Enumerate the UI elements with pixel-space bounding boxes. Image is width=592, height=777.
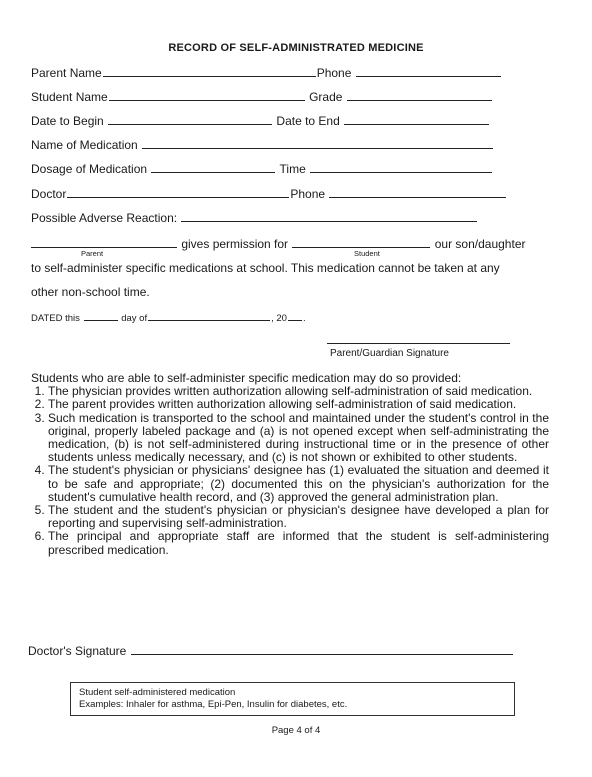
adverse-reaction-field[interactable]	[181, 210, 477, 222]
dosage-field[interactable]	[151, 161, 275, 173]
condition-item: 1. The physician provides written authorization allowing self-administration of said medication.	[48, 385, 549, 398]
permission-line-2: to self-administer specific medications at school. This medication cannot be taken at any	[31, 261, 500, 275]
row-permission	[31, 236, 525, 251]
row-doctor-signature	[28, 643, 514, 658]
doctor-phone-label: Phone	[290, 187, 326, 201]
examples-box-title: Student self-administered medication	[79, 687, 236, 698]
row-dosage-time	[31, 161, 493, 176]
examples-box-text: Examples: Inhaler for asthma, Epi-Pen, Insulin for diabetes, etc.	[79, 699, 348, 710]
row-parent-phone	[31, 65, 502, 80]
condition-item: 6. The principal and appropriate staff are informed that the student is self-administering prescribed medication.	[48, 530, 549, 556]
student-name-label: Student Name	[31, 90, 108, 104]
row-student-grade	[31, 89, 493, 104]
doctor-phone-field[interactable]	[329, 186, 506, 198]
condition-item: 2. The parent provides written authorization allowing self-administration of said medication.	[48, 398, 549, 411]
grade-label: Grade	[309, 90, 343, 104]
form-title: RECORD OF SELF-ADMINISTRATED MEDICINE	[168, 42, 424, 54]
date-begin-field[interactable]	[108, 113, 272, 125]
row-medication-name	[31, 137, 494, 152]
dated-month-field[interactable]	[148, 311, 270, 321]
row-doctor-phone	[31, 186, 507, 201]
parent-name-label: Parent Name	[31, 66, 102, 80]
date-end-label: Date to End	[276, 114, 340, 128]
row-dates	[31, 113, 490, 128]
permission-line-3: other non-school time.	[31, 285, 150, 299]
conditions-list	[31, 385, 549, 557]
time-label: Time	[279, 162, 306, 176]
condition-item: 4. The student's physician or physicians' designee has (1) evaluated the situation and deemed it to be safe and appropriate; (2) documented this on the physician's authorization for the student's cumulative health record, and (3) approved the general administration plan.	[48, 464, 549, 504]
adverse-reaction-label: Possible Adverse Reaction:	[31, 211, 178, 225]
student-sublabel: Student	[354, 249, 380, 258]
medication-name-label: Name of Medication	[31, 138, 138, 152]
permission-parent-field[interactable]	[31, 236, 177, 248]
conditions-intro: Students who are able to self-administer specific medication may do so provided:	[31, 371, 462, 385]
day-of-label: day of	[121, 313, 148, 324]
time-field[interactable]	[310, 161, 492, 173]
son-daughter-text: our son/daughter	[434, 237, 526, 251]
row-adverse	[31, 210, 478, 225]
doctor-signature-label: Doctor's Signature	[28, 644, 127, 658]
permission-student-field[interactable]	[292, 236, 430, 248]
dated-period: .	[302, 313, 306, 324]
parent-phone-field[interactable]	[356, 65, 501, 77]
page-number: Page 4 of 4	[271, 725, 321, 736]
conditions-section	[31, 372, 549, 557]
parent-sublabel: Parent	[81, 249, 104, 258]
date-end-field[interactable]	[344, 113, 489, 125]
examples-box	[70, 682, 515, 716]
doctor-signature-field[interactable]	[131, 643, 513, 655]
parent-name-field[interactable]	[103, 65, 316, 77]
phone-label: Phone	[316, 66, 352, 80]
row-dated	[31, 311, 306, 324]
dosage-label: Dosage of Medication	[31, 162, 148, 176]
grade-field[interactable]	[347, 89, 492, 101]
doctor-label: Doctor	[31, 187, 67, 201]
student-name-field[interactable]	[109, 89, 305, 101]
gives-permission-text: gives permission for	[181, 237, 289, 251]
parent-signature-label: Parent/Guardian Signature	[330, 348, 449, 359]
dated-this-label: DATED this	[31, 313, 80, 324]
doctor-field[interactable]	[67, 186, 289, 198]
dated-day-field[interactable]	[84, 311, 118, 321]
date-begin-label: Date to Begin	[31, 114, 104, 128]
condition-item: 3. Such medication is transported to the school and maintained under the student's control in the original, properly labeled package and (a) is not opened except when self-administrating the medication, (b) is not self-administered during instructional time or in the presence of other students unless medically necessary, and (c) is not shown or exhibited to other students.	[48, 412, 549, 465]
condition-item: 5. The student and the student's physician or physician's designee have developed a plan for reporting and supervising self-administration.	[48, 504, 549, 530]
medication-name-field[interactable]	[142, 137, 493, 149]
parent-signature-line[interactable]	[327, 343, 510, 344]
year-label: , 20	[271, 313, 287, 324]
dated-year-field[interactable]	[288, 311, 302, 321]
